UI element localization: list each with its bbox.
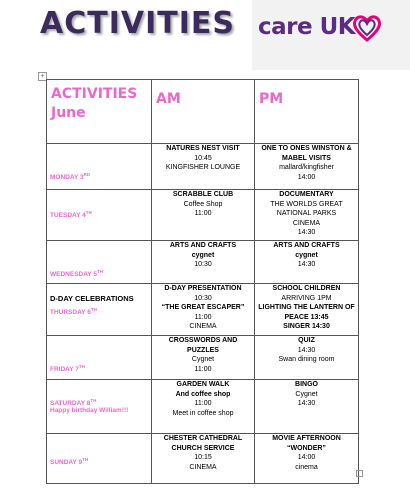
- day-label: THURSDAY 6TH: [50, 307, 97, 317]
- day-label: WEDNESDAY 5TH: [50, 269, 103, 279]
- day-label: SATURDAY 8TH: [50, 398, 97, 408]
- am-cell: NATURES NEST VISIT 10:45 KINGFISHER LOUNGE: [152, 144, 255, 190]
- table-row: [47, 336, 359, 380]
- day-cell: [47, 434, 152, 484]
- day-label: TUESDAY 4TH: [50, 210, 92, 220]
- day-label: FRIDAY 7TH: [50, 364, 85, 374]
- am-cell: CHESTER CATHEDRAL CHURCH SERVICE 10:15 CINEMA: [152, 434, 255, 484]
- pm-cell: DOCUMENTARY THE WORLDS GREAT NATIONAL PARKS CINEMA 14:30: [255, 190, 359, 241]
- pm-cell: BINGO Cygnet 14:30: [255, 380, 359, 434]
- table-row: [47, 434, 359, 484]
- day-label: MONDAY 3RD: [50, 172, 91, 182]
- day-label: SUNDAY 9TH: [50, 457, 89, 467]
- day-cell: [47, 190, 152, 241]
- am-cell: CROSSWORDS AND PUZZLES Cygnet 11:00: [152, 336, 255, 380]
- day-cell: [47, 144, 152, 190]
- table-header-row: [47, 80, 359, 144]
- table-row: [47, 380, 359, 434]
- am-cell: SCRABBLE CLUB Coffee Shop 11:00: [152, 190, 255, 241]
- care-uk-logo-text: care UK: [258, 14, 356, 40]
- header-pm: PM: [255, 80, 359, 144]
- am-cell: D-DAY PRESENTATION 10:30 “THE GREAT ESCAPER” 11:00 CINEMA: [152, 284, 255, 336]
- activities-table: [46, 79, 359, 484]
- header-corner-cell: [47, 80, 152, 144]
- table-row: [47, 284, 359, 336]
- table-row: [47, 144, 359, 190]
- header-activities: ACTIVITIES: [51, 86, 138, 102]
- am-cell: GARDEN WALK And coffee shop 11:00 Meet in coffee shop: [152, 380, 255, 434]
- heart-logo-icon: [351, 12, 383, 44]
- pm-cell: MOVIE AFTERNOON “WONDER” 14:00 cinema: [255, 434, 359, 484]
- day-event-label: D-DAY CELEBRATIONS: [50, 294, 134, 303]
- header-am: AM: [152, 80, 255, 144]
- table-row: [47, 190, 359, 241]
- pm-cell: ONE TO ONES WINSTON & MABEL VISITS mallard/kingfisher 14:00: [255, 144, 359, 190]
- day-cell: [47, 380, 152, 434]
- table-move-handle[interactable]: +: [38, 72, 47, 81]
- pm-cell: QUIZ 14:30 Swan dining room: [255, 336, 359, 380]
- day-cell: [47, 336, 152, 380]
- pm-cell: ARTS AND CRAFTS cygnet 14:30: [255, 241, 359, 284]
- table-row: [47, 241, 359, 284]
- am-cell: ARTS AND CRAFTS cygnet 10:30: [152, 241, 255, 284]
- page-title: ACTIVITIES: [40, 6, 235, 41]
- day-cell: [47, 284, 152, 336]
- day-cell: [47, 241, 152, 284]
- table-resize-handle[interactable]: [356, 470, 363, 477]
- birthday-note: Happy birthday William!!!: [50, 407, 129, 414]
- pm-cell: SCHOOL CHILDREN ARRIVING 1PM LIGHTING THE LANTERN OF PEACE 13:45 SINGER 14:30: [255, 284, 359, 336]
- header-month: June: [51, 105, 86, 121]
